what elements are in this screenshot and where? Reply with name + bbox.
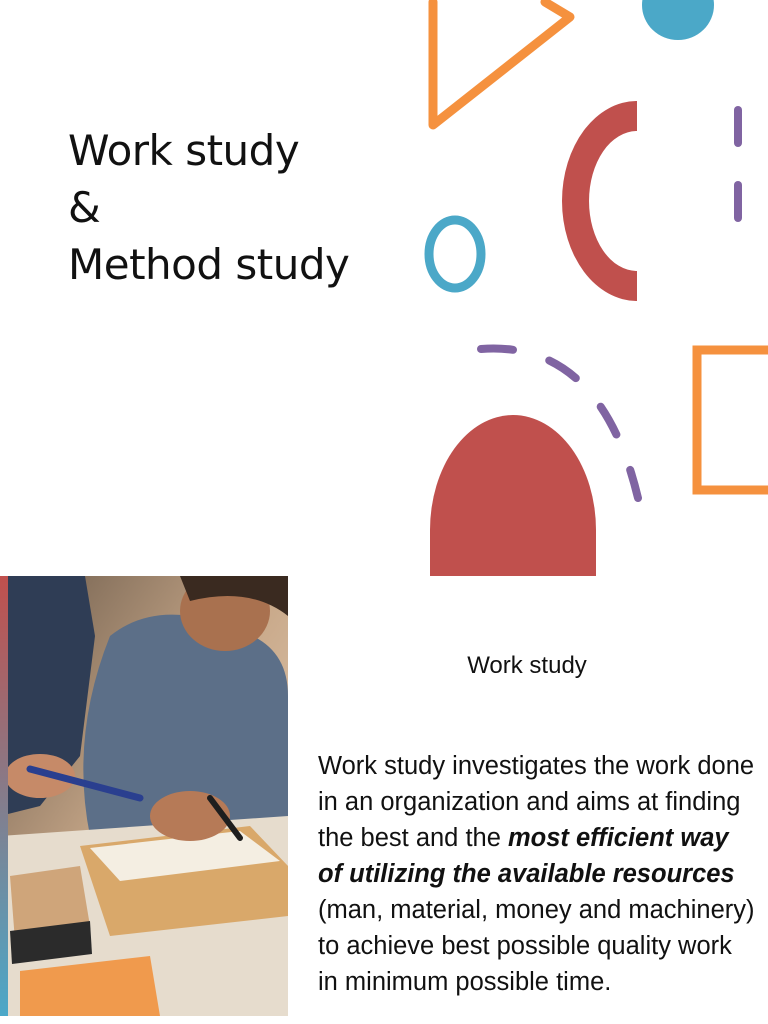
red-half-ring-shape (562, 101, 637, 301)
title-line-3: Method study (68, 240, 350, 289)
paragraph-text-part1: Work study investigates the work done in an organization and aims at finding the best and the (318, 752, 755, 852)
title-line-2: & (68, 183, 101, 232)
body-paragraph (318, 748, 758, 1000)
paragraph-text-part2: (man, material, money and machinery) to achieve best possible quality work in minimum possible time. (318, 896, 755, 996)
teal-ring-shape (429, 220, 481, 288)
study-photo-image (0, 576, 288, 1016)
section-heading: Work study (467, 652, 587, 679)
triangle-outline-shape (433, 2, 570, 125)
paragraph-emphasis: most efficient way of utilizing the available resources (318, 824, 735, 888)
title-line-1: Work study (68, 126, 300, 175)
study-photo (0, 576, 288, 1016)
content-slide (0, 576, 768, 1024)
red-dome-shape (430, 415, 596, 576)
teal-circle-shape (642, 0, 714, 40)
orange-square-shape (697, 350, 768, 490)
